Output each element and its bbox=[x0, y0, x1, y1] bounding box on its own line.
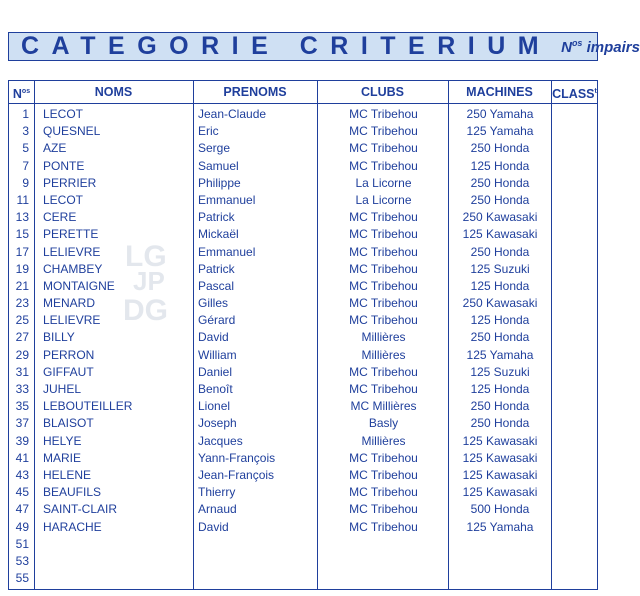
row-machine: 125 Honda bbox=[470, 382, 530, 396]
row-prenom: Gérard bbox=[198, 313, 236, 328]
table-row bbox=[9, 501, 597, 518]
row-nom: PERETTE bbox=[43, 227, 99, 242]
table-row bbox=[9, 278, 597, 295]
header-num-sup: os bbox=[21, 88, 31, 95]
table-row bbox=[9, 244, 597, 261]
row-club: MC Tribehou bbox=[349, 382, 418, 396]
row-nom: MARIE bbox=[43, 450, 82, 465]
row-nom: SAINT-CLAIR bbox=[43, 502, 118, 517]
row-machine: 250 Honda bbox=[470, 399, 530, 414]
row-number: 45 bbox=[15, 485, 29, 500]
table-row bbox=[9, 295, 597, 312]
row-prenom bbox=[198, 553, 318, 570]
row-nom: BEAUFILS bbox=[43, 485, 102, 500]
row-club: Millières bbox=[361, 347, 406, 362]
row-number: 7 bbox=[22, 158, 29, 173]
row-machine: 125 Kawasaki bbox=[462, 433, 538, 448]
row-nom: LELIEVRE bbox=[43, 244, 101, 259]
row-number: 15 bbox=[15, 227, 29, 242]
row-number: 33 bbox=[15, 382, 29, 396]
row-nom: HELYE bbox=[43, 433, 82, 448]
table-row bbox=[9, 484, 597, 501]
subtitle-sup: os bbox=[571, 37, 583, 48]
row-number: 37 bbox=[15, 416, 29, 431]
row-club: MC Tribehou bbox=[349, 502, 418, 517]
row-prenom: Serge bbox=[198, 141, 231, 156]
row-nom: MONTAIGNE bbox=[43, 278, 115, 293]
table-row bbox=[9, 329, 597, 346]
row-number: 9 bbox=[22, 175, 29, 190]
row-machine: 250 Kawasaki bbox=[462, 296, 538, 311]
row-club: MC Millières bbox=[350, 399, 417, 414]
subtitle-suffix: impairs bbox=[582, 38, 640, 56]
row-prenom: Jean-François bbox=[198, 467, 275, 482]
table-row bbox=[9, 123, 597, 140]
row-machine: 250 Honda bbox=[470, 175, 530, 190]
row-club: MC Tribehou bbox=[349, 313, 418, 328]
table-row bbox=[9, 433, 597, 450]
row-prenom: Samuel bbox=[198, 158, 239, 173]
row-number: 51 bbox=[15, 536, 29, 551]
row-number: 11 bbox=[16, 192, 29, 207]
row-nom bbox=[43, 553, 193, 570]
row-number: 17 bbox=[15, 244, 29, 259]
row-club bbox=[319, 553, 448, 570]
row-number: 55 bbox=[15, 571, 29, 586]
row-machine: 125 Honda bbox=[470, 278, 530, 293]
row-prenom: Gilles bbox=[198, 296, 229, 311]
table-row bbox=[9, 209, 597, 226]
row-number: 41 bbox=[15, 450, 29, 465]
table-row bbox=[9, 415, 597, 432]
table-row bbox=[9, 381, 597, 398]
row-machine: 125 Kawasaki bbox=[462, 450, 538, 465]
row-machine: 250 Honda bbox=[470, 141, 530, 156]
row-nom: PONTE bbox=[43, 158, 85, 173]
row-nom: LECOT bbox=[43, 107, 84, 121]
row-club: MC Tribehou bbox=[349, 296, 418, 311]
category-subtitle bbox=[561, 38, 640, 56]
row-machine: 250 Kawasaki bbox=[462, 210, 538, 225]
row-machine: 125 Kawasaki bbox=[462, 227, 538, 242]
row-number: 49 bbox=[15, 519, 29, 534]
row-club: MC Tribehou bbox=[349, 124, 418, 139]
row-club: MC Tribehou bbox=[349, 278, 418, 293]
header-num bbox=[9, 81, 34, 103]
category-title: CATEGORIE CRITERIUM bbox=[21, 32, 552, 60]
row-prenom bbox=[198, 570, 318, 587]
row-prenom: Benoît bbox=[198, 382, 233, 396]
header-prenoms: PRENOMS bbox=[223, 85, 287, 99]
row-nom bbox=[43, 570, 193, 587]
header-num-label: N bbox=[12, 87, 22, 102]
row-club: Millières bbox=[361, 433, 406, 448]
table-row bbox=[9, 158, 597, 175]
row-club: MC Tribehou bbox=[349, 467, 418, 482]
row-machine: 125 Yamaha bbox=[466, 519, 534, 534]
table-row bbox=[9, 312, 597, 329]
row-club: MC Tribehou bbox=[349, 485, 418, 500]
row-prenom: Thierry bbox=[198, 485, 236, 500]
row-club: MC Tribehou bbox=[349, 364, 418, 379]
header-class-sup: t bbox=[594, 88, 597, 95]
row-number: 13 bbox=[15, 210, 29, 225]
row-club bbox=[319, 536, 448, 553]
row-prenom: Emmanuel bbox=[198, 192, 256, 207]
row-nom: QUESNEL bbox=[43, 124, 101, 139]
row-number: 53 bbox=[15, 553, 29, 568]
category-banner bbox=[8, 32, 640, 61]
row-nom: BLAISOT bbox=[43, 416, 94, 431]
row-number: 39 bbox=[15, 433, 29, 448]
row-club: MC Tribehou bbox=[349, 450, 418, 465]
row-club: La Licorne bbox=[355, 175, 412, 190]
row-machine: 500 Honda bbox=[470, 502, 530, 517]
row-nom: CHAMBEY bbox=[43, 261, 103, 276]
row-number: 19 bbox=[15, 261, 29, 276]
row-number: 5 bbox=[22, 141, 29, 156]
table-row bbox=[9, 398, 597, 415]
row-club: MC Tribehou bbox=[349, 519, 418, 534]
table-row bbox=[9, 450, 597, 467]
table-row bbox=[9, 347, 597, 364]
row-machine: 125 Honda bbox=[470, 313, 530, 328]
row-prenom: Philippe bbox=[198, 175, 241, 190]
header-noms: NOMS bbox=[94, 85, 133, 99]
row-nom bbox=[43, 536, 193, 553]
row-prenom: Yann-François bbox=[198, 450, 276, 465]
table-row bbox=[9, 467, 597, 484]
row-club: MC Tribehou bbox=[349, 244, 418, 259]
row-prenom: Joseph bbox=[198, 416, 237, 431]
row-machine: 125 Yamaha bbox=[466, 347, 534, 362]
row-club bbox=[319, 570, 448, 587]
row-club: MC Tribehou bbox=[349, 210, 418, 225]
row-prenom: Daniel bbox=[198, 364, 233, 379]
row-nom: MENARD bbox=[43, 296, 96, 311]
row-machine: 250 Honda bbox=[470, 416, 530, 431]
row-club: MC Tribehou bbox=[349, 158, 418, 173]
row-number: 23 bbox=[15, 296, 29, 311]
row-number: 3 bbox=[22, 124, 29, 139]
row-machine: 250 Honda bbox=[470, 330, 530, 345]
row-number: 47 bbox=[15, 502, 29, 517]
row-number: 27 bbox=[15, 330, 29, 345]
row-nom: LECOT bbox=[43, 192, 84, 207]
row-number: 25 bbox=[15, 313, 29, 328]
row-club: MC Tribehou bbox=[349, 261, 418, 276]
row-prenom: Lionel bbox=[198, 399, 231, 414]
row-prenom: William bbox=[198, 347, 237, 362]
row-prenom: Arnaud bbox=[198, 502, 237, 517]
row-nom: HARACHE bbox=[43, 519, 102, 534]
row-club: MC Tribehou bbox=[349, 141, 418, 156]
row-number: 35 bbox=[15, 399, 29, 414]
entry-table bbox=[8, 80, 598, 590]
row-machine: 250 Honda bbox=[470, 192, 530, 207]
watermark-text-mid: JP bbox=[133, 266, 165, 296]
table-row bbox=[9, 192, 597, 209]
table-row bbox=[9, 106, 597, 123]
row-prenom: Mickaël bbox=[198, 227, 239, 242]
table-row bbox=[9, 536, 597, 553]
table-row bbox=[9, 553, 597, 570]
row-prenom: David bbox=[198, 330, 229, 345]
row-nom: GIFFAUT bbox=[43, 364, 94, 379]
row-prenom: Pascal bbox=[198, 278, 235, 293]
row-machine: 250 Honda bbox=[470, 244, 530, 259]
table-body bbox=[9, 106, 597, 587]
row-number: 43 bbox=[15, 467, 29, 482]
row-prenom: Eric bbox=[198, 124, 219, 139]
row-number: 21 bbox=[15, 278, 29, 293]
row-prenom: Patrick bbox=[198, 261, 235, 276]
row-machine: 125 Kawasaki bbox=[462, 467, 538, 482]
row-number: 31 bbox=[15, 364, 29, 379]
row-club: La Licorne bbox=[355, 192, 412, 207]
row-nom: PERRIER bbox=[43, 175, 97, 190]
row-machine bbox=[449, 570, 551, 587]
row-nom: LEBOUTEILLER bbox=[43, 399, 133, 414]
table-row bbox=[9, 570, 597, 587]
table-row bbox=[9, 226, 597, 243]
table-row bbox=[9, 261, 597, 278]
table-row bbox=[9, 364, 597, 381]
row-club: MC Tribehou bbox=[349, 227, 418, 242]
row-nom: BILLY bbox=[43, 330, 75, 345]
row-club: Millières bbox=[361, 330, 406, 345]
row-prenom bbox=[198, 536, 318, 553]
row-nom: JUHEL bbox=[43, 382, 82, 396]
watermark-text-top: LG bbox=[125, 240, 167, 273]
row-prenom: David bbox=[198, 519, 229, 534]
header-class bbox=[551, 81, 598, 103]
table-row bbox=[9, 519, 597, 536]
row-nom: AZE bbox=[43, 141, 67, 156]
row-prenom: Patrick bbox=[198, 210, 235, 225]
row-machine: 125 Kawasaki bbox=[462, 485, 538, 500]
row-prenom: Jacques bbox=[198, 433, 243, 448]
row-machine bbox=[449, 553, 551, 570]
row-prenom: Emmanuel bbox=[198, 244, 256, 259]
row-nom: PERRON bbox=[43, 347, 95, 362]
row-machine: 125 Yamaha bbox=[466, 124, 534, 139]
header-class-label: CLASS bbox=[552, 87, 595, 102]
row-machine: 125 Honda bbox=[470, 158, 530, 173]
row-nom: LELIEVRE bbox=[43, 313, 101, 328]
watermark-text-bottom: DG bbox=[123, 294, 168, 327]
subtitle-prefix: N bbox=[561, 38, 572, 56]
row-number: 1 bbox=[22, 107, 29, 121]
header-divider bbox=[9, 103, 597, 104]
table-row bbox=[9, 175, 597, 192]
header-machines: MACHINES bbox=[466, 85, 533, 99]
row-prenom: Jean-Claude bbox=[198, 107, 267, 121]
row-club: Basly bbox=[368, 416, 399, 431]
table-row bbox=[9, 140, 597, 157]
row-machine: 250 Yamaha bbox=[466, 107, 534, 121]
row-machine bbox=[449, 536, 551, 553]
row-club: MC Tribehou bbox=[349, 107, 418, 121]
row-number: 29 bbox=[15, 347, 29, 362]
header-clubs: CLUBS bbox=[360, 85, 405, 99]
row-nom: HELENE bbox=[43, 467, 92, 482]
row-machine: 125 Suzuki bbox=[470, 364, 530, 379]
row-nom: CERE bbox=[43, 210, 77, 225]
row-machine: 125 Suzuki bbox=[470, 261, 530, 276]
